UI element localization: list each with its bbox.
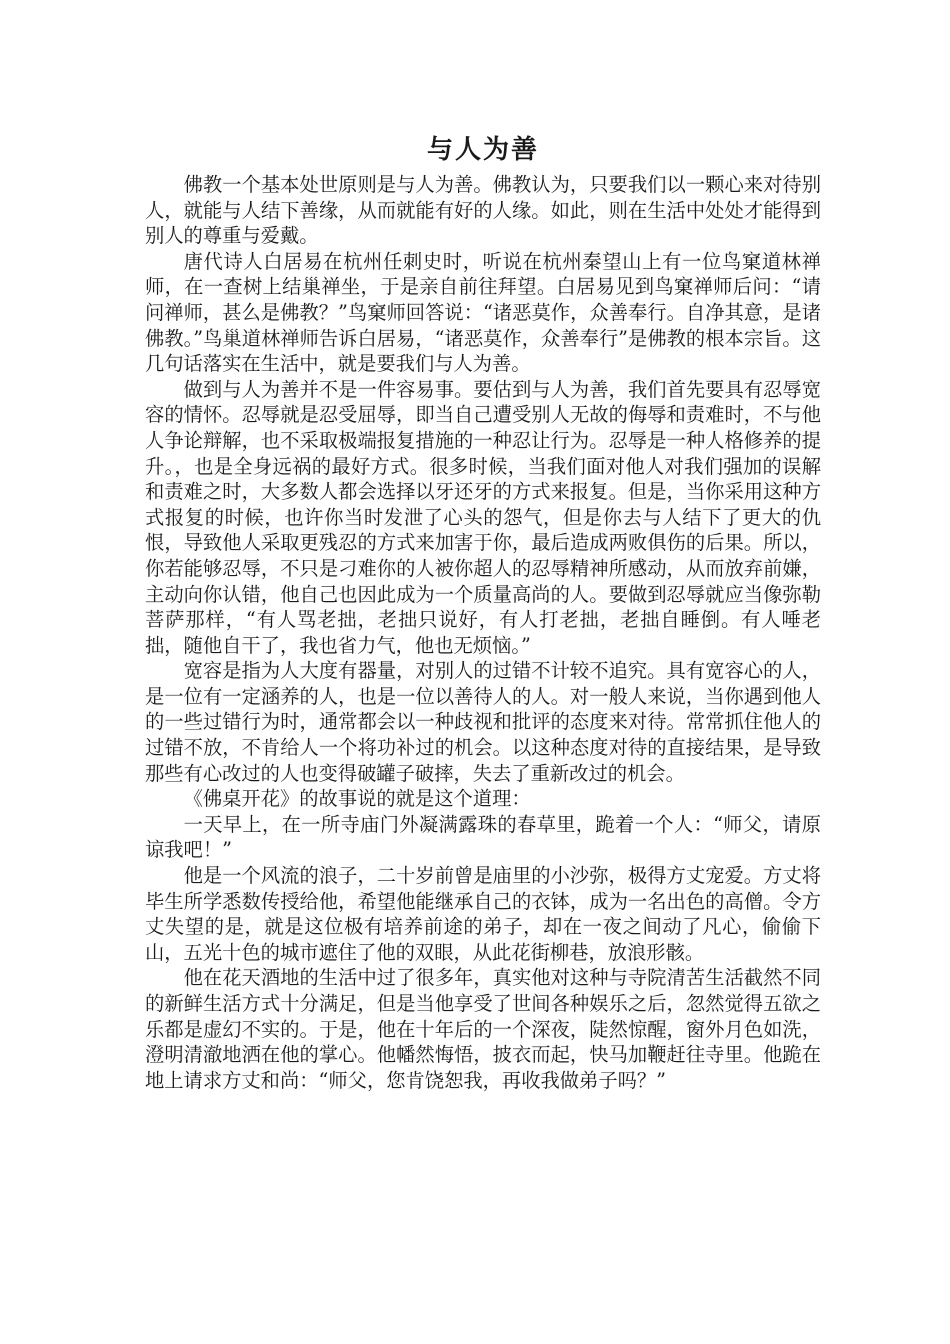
document-body bbox=[145, 172, 821, 1093]
paragraph-1: 佛教一个基本处世原则是与人为善。佛教认为，只要我们以一颗心来对待别人，就能与人结下善缘，从而就能有好的人缘。如此，则在生活中处处才能得到别人的尊重与爱戴。 bbox=[145, 173, 821, 248]
paragraph-6: 一天早上，在一所寺庙门外凝满露珠的春草里，跪着一个人：“师父，请原谅我吧！” bbox=[145, 812, 821, 862]
document-page bbox=[145, 128, 821, 1093]
paragraph-8: 他在花天酒地的生活中过了很多年，真实他对这种与寺院清苦生活截然不同的新鲜生活方式十分满足，但是当他享受了世间各种娱乐之后，忽然觉得五欲之乐都是虚幻不实的。于是，他在十年后的一个深夜，陡然惊醒，窗外月色如洗，澄明清澈地洒在他的掌心。他幡然悔悟，披衣而起，快马加鞭赶往寺里。他跪在地上请求方丈和尚：“师父，您肯饶恕我，再收我做弟子吗？” bbox=[145, 966, 821, 1092]
document-title: 与人为善 bbox=[426, 135, 539, 165]
paragraph-4: 宽容是指为人大度有器量，对别人的过错不计较不追究。具有宽容心的人，是一位有一定涵养的人，也是一位以善待人的人。对一般人来说，当你遇到他人的一些过错行为时，通常都会以一种歧视和批评的态度来对待。常常抓住他人的过错不放，不肯给人一个将功补过的机会。以这种态度对待的直接结果，是导致那些有心改过的人也变得破罐子破摔，失去了重新改过的机会。 bbox=[145, 659, 821, 785]
paragraph-3: 做到与人为善并不是一件容易事。要估到与人为善，我们首先要具有忍辱宽容的情怀。忍辱就是忍受屈辱，即当自己遭受别人无故的侮辱和责难时，不与他人争论辩解，也不采取极端报复措施的一种忍让行为。忍辱是一种人格修养的提升。，也是全身远祸的最好方式。很多时候，当我们面对他人对我们强加的误解和责难之时，大多数人都会选择以牙还牙的方式来报复。但是，当你采用这种方式报复的时候，也许你当时发泄了心头的怨气，但是你去与人结下了更大的仇恨，导致他人采取更残忍的方式来加害于你，最后造成两败俱伤的后果。所以，你若能够忍辱，不只是刁难你的人被你超人的忍辱精神所感动，从而放弃前嫌，主动向你认错，他自己也因此成为一个质量高尚的人。要做到忍辱就应当像弥勒菩萨那样，“有人骂老拙，老拙只说好，有人打老拙，老拙自睡倒。有人唾老拙，随他自干了，我也省力气，他也无烦恼。” bbox=[145, 377, 821, 657]
paragraph-2: 唐代诗人白居易在杭州任刺史时，听说在杭州秦望山上有一位鸟窠道林禅师，在一查树上结巢禅坐，于是亲自前往拜望。白居易见到鸟窠禅师后问：“请问禅师，甚么是佛教？”鸟窠师回答说：“诸恶莫作，众善奉行。自净其意，是诸佛教。”鸟巢道林禅师告诉白居易，“诸恶莫作，众善奉行”是佛教的根本宗旨。这几句话落实在生活中，就是要我们与人为善。 bbox=[145, 249, 821, 376]
paragraph-5: 《佛桌开花》的故事说的就是这个道理： bbox=[183, 787, 531, 811]
paragraph-7: 他是一个风流的浪子，二十岁前曾是庙里的小沙弥，极得方丈宠爱。方丈将毕生所学悉数传授给他，希望他能继承自己的衣钵，成为一名出色的高僧。令方丈失望的是，就是这位极有培养前途的弟子，却在一夜之间动了凡心，偷偷下山，五光十色的城市遮住了他的双眼，从此花街柳巷，放浪形骸。 bbox=[145, 864, 821, 964]
